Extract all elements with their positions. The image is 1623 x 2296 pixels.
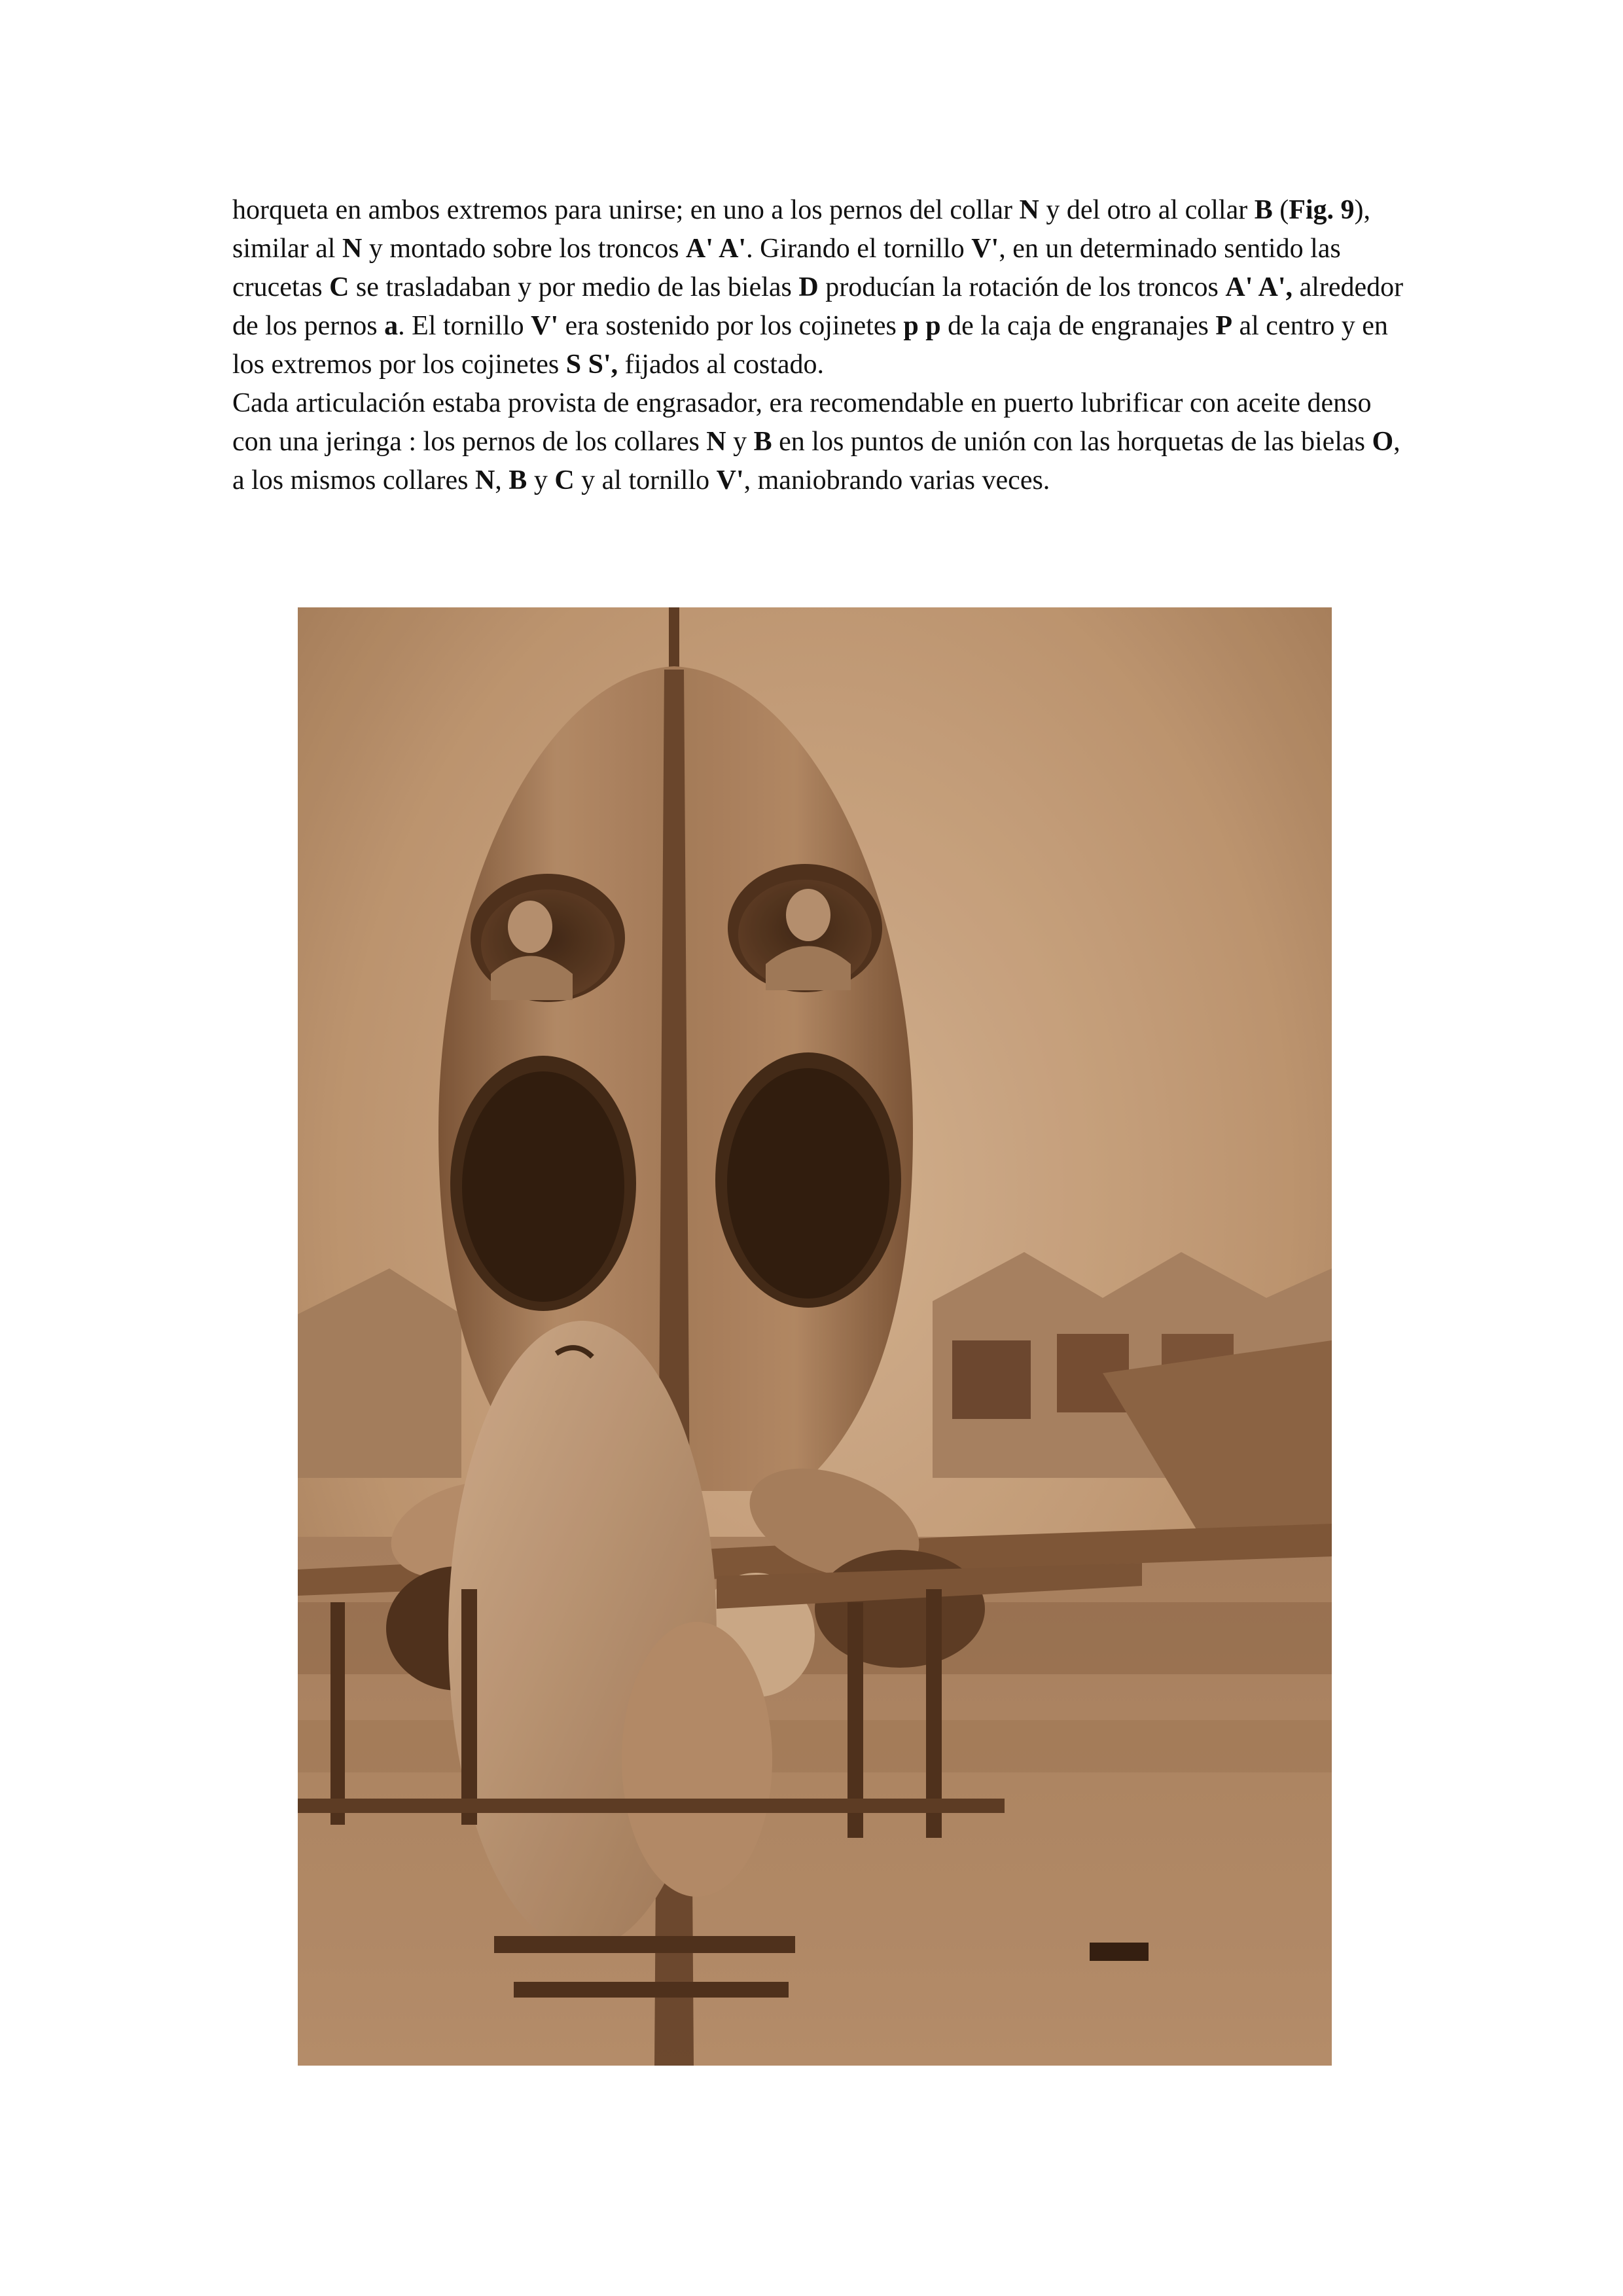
bold-reference: Fig. 9	[1289, 195, 1355, 225]
paragraph-2	[232, 384, 1404, 500]
text-run: Cada articulación estaba provista de engrasador, era recomendable en puerto lubrificar con aceite denso con una jeringa : los pernos de los collares	[232, 388, 1372, 457]
text-run: y montado sobre los troncos	[362, 234, 686, 264]
text-run: en los puntos de unión con las horquetas de las bielas	[772, 427, 1372, 457]
bold-reference: V'	[971, 234, 999, 264]
bold-reference: N	[1019, 195, 1039, 225]
bold-reference: N	[706, 427, 726, 457]
text-run: al centro y en los extremos por los cojinetes	[232, 311, 1388, 380]
bold-reference: N	[474, 465, 495, 495]
text-run: ), similar al	[232, 195, 1371, 264]
text-run: ,	[495, 465, 509, 495]
bold-reference: S S',	[565, 350, 618, 380]
text-run: y al tornillo	[574, 465, 717, 495]
text-run: horqueta en ambos extremos para unirse; en uno a los pernos del collar	[232, 195, 1020, 225]
bold-reference: a	[384, 311, 399, 341]
bold-reference: p p	[903, 311, 941, 341]
bold-reference: N	[342, 234, 363, 264]
bold-reference: O	[1372, 427, 1394, 457]
text-run: . El tornillo	[398, 311, 531, 341]
text-run: (	[1272, 195, 1289, 225]
text-run: , a los mismos collares	[232, 427, 1400, 495]
bold-reference: B	[1254, 195, 1273, 225]
text-run: , en un determinado sentido las crucetas	[232, 234, 1341, 302]
text-run: . Girando el tornillo	[746, 234, 972, 264]
bold-reference: C	[554, 465, 575, 495]
text-run: y del otro al collar	[1039, 195, 1255, 225]
submarine-photograph	[298, 607, 1332, 2066]
text-run: se trasladaban y por medio de las bielas	[349, 272, 799, 302]
text-run: alrededor de los pernos	[232, 272, 1404, 341]
bold-reference: C	[329, 272, 349, 302]
body-text	[232, 191, 1404, 500]
bold-reference: A' A'	[685, 234, 747, 264]
bold-reference: D	[798, 272, 819, 302]
bold-reference: A' A',	[1225, 272, 1293, 302]
bold-reference: P	[1215, 311, 1232, 341]
text-run: , maniobrando varias veces.	[743, 465, 1050, 495]
text-run: producían la rotación de los troncos	[818, 272, 1226, 302]
text-run: de la caja de engranajes	[940, 311, 1216, 341]
bold-reference: V'	[716, 465, 744, 495]
text-run: y	[527, 465, 555, 495]
text-run: y	[726, 427, 754, 457]
bold-reference: B	[508, 465, 527, 495]
text-run: era sostenido por los cojinetes	[558, 311, 904, 341]
bold-reference: B	[753, 427, 772, 457]
paragraph-1	[232, 191, 1404, 384]
bold-reference: V'	[531, 311, 559, 341]
text-run: fijados al costado.	[618, 350, 825, 380]
